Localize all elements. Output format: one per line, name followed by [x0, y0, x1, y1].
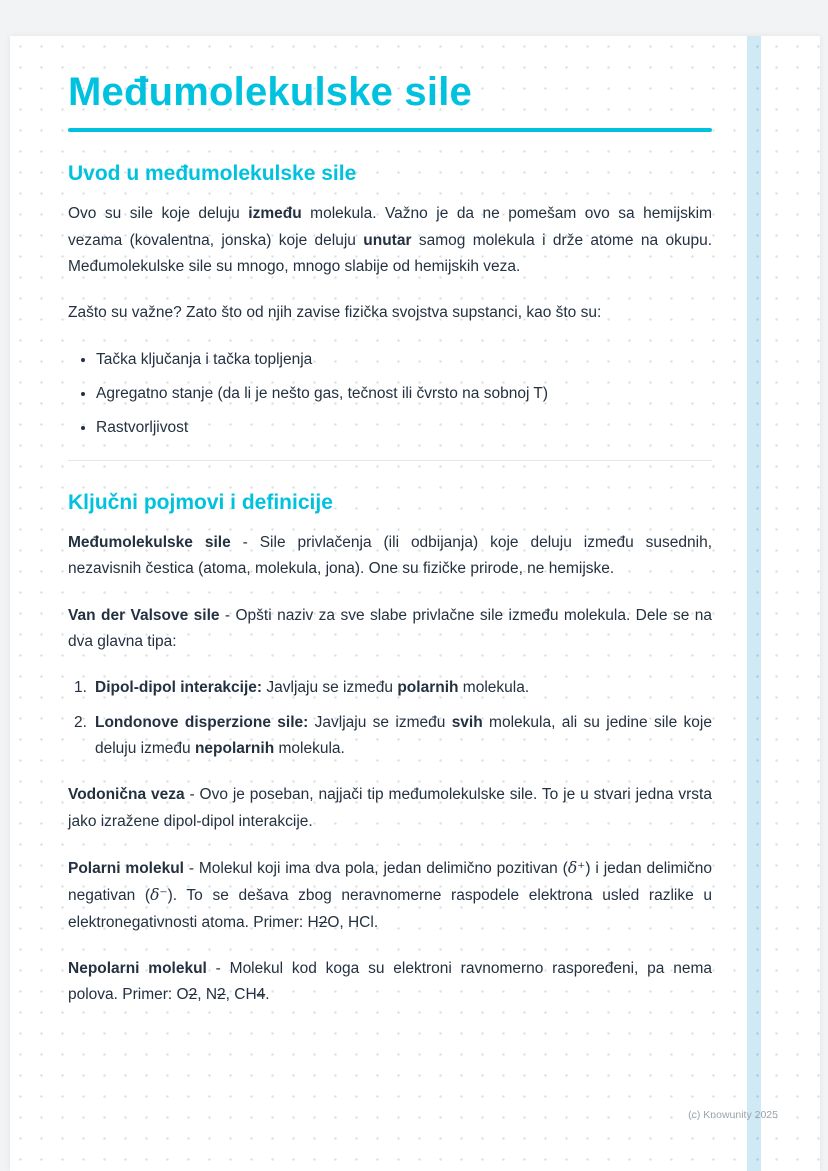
definition-nonpolar-molecule: Nepolarni molekul - Molekul kod koga su elektroni ravnomerno raspoređeni, pa nema polova. Primer: O2, N2, CH4. [68, 960, 712, 1004]
intro-paragraph-1: Ovo su sile koje deluju između molekula. Važno je da ne pomešam ovo sa hemijskim vezama (kovalentna, jonska) koje deluju unutar samog molekula i drže atome na okupu. Međumolekulske sile su mnogo, mnogo slabije od hemijskih veza. [68, 205, 713, 275]
definition-intermolecular-forces: Međumolekulske sile - Sile privlačenja (ili odbijanja) koje deluju između susednih, nezavisnih čestica (atoma, molekula, jona). One su fizičke prirode, ne hemijske. [68, 534, 712, 578]
definition-hydrogen-bond: Vodonična veza - Ovo je poseban, najjači tip međumolekulske sile. To je u stvari jedna vrsta jako izražene dipol-dipol interakcije. [68, 786, 712, 830]
section-divider [68, 460, 712, 461]
section-heading-intro: Uvod u međumolekulske sile [68, 162, 357, 185]
footer-credit: (c) Knowunity 2025 [688, 1109, 778, 1121]
intro-paragraph-2: Zašto su važne? Zato što od njih zavise fizička svojstva supstanci, kao što su: [68, 304, 602, 322]
bullet-item-boiling-melting: • Tačka ključanja i tačka topljenja [96, 347, 712, 373]
notes-sheet [10, 36, 820, 1171]
item-text: Londonove disperzione sile: Javljaju se između svih molekula, ali su jedine sile koje deluju između nepolarnih molekula. [95, 713, 712, 758]
numbered-item-dipole-dipole [74, 675, 712, 701]
properties-bullet-list [70, 347, 712, 442]
definition-van-der-waals: Van der Valsove sile - Opšti naziv za sve slabe privlačne sile između molekula. Dele se na dva glavna tipa: [68, 606, 712, 651]
bullet-item-state: • Agregatno stanje (da li je nešto gas, tečnost ili čvrsto na sobnoj T) [96, 381, 712, 407]
title-underline [68, 128, 712, 132]
document-content [10, 36, 820, 1009]
item-text: Dipol-dipol interakcije: Javljaju se između polarnih molekula. [95, 679, 530, 697]
van-der-waals-numbered-list [74, 675, 712, 762]
section-heading-glossary: Ključni pojmovi i definicije [68, 490, 333, 514]
page-title: Međumolekulske sile [68, 70, 472, 114]
item-number: 1. [74, 679, 87, 697]
bullet-item-solubility: • Rastvorljivost [96, 415, 712, 441]
definition-polar-molecule: Polarni molekul - Molekul koji ima dva pola, jedan delimično pozitivan (δ⁺) i jedan delimično negativan (δ⁻). To se dešava zbog neravnomerne raspodele elektrona usled razlike u elektronegativnosti atoma. Primer: H2O, HCl. [68, 859, 712, 931]
item-number: 2. [74, 713, 87, 731]
numbered-item-london-dispersion [74, 710, 712, 763]
